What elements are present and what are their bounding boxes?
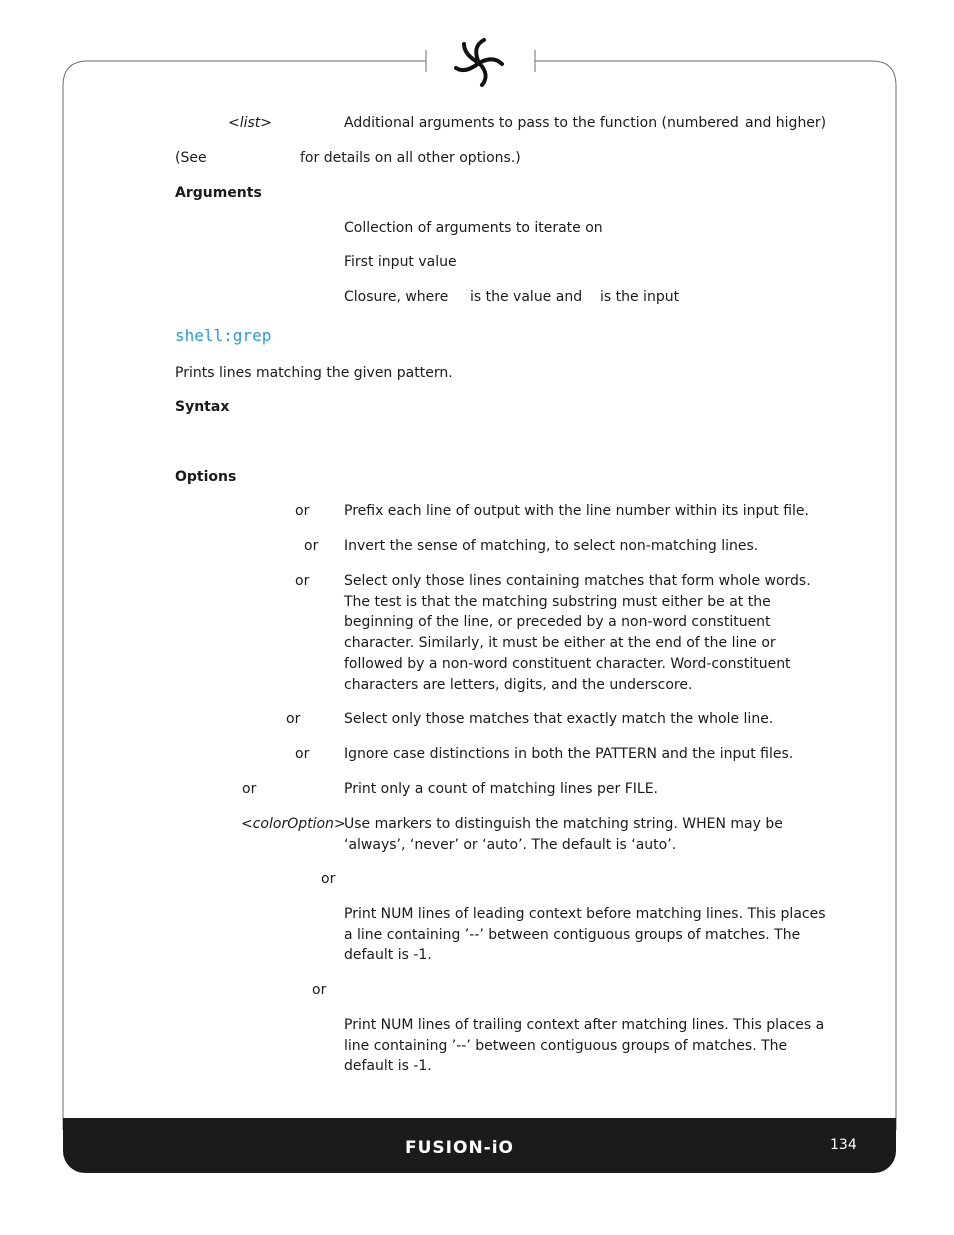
option-w-desc: Select only those lines containing matches that form whole words. The test is that the matching substring must either be at the beginning of the line, or preceded by a non-word constituent character. Similarly, it must be either at the end of the line or followed by a non-word constituent character. Word-constituent characters are letters, digits, and the underscore. (344, 573, 811, 693)
list-description-tail: and higher) (745, 115, 827, 131)
argument-item: First input value (344, 254, 457, 270)
grep-intro: Prints lines matching the given pattern. (175, 365, 453, 381)
syntax-heading: Syntax (175, 399, 230, 415)
or-label: or (321, 871, 336, 887)
section-title: shell:grep (175, 326, 272, 345)
or-label: or (295, 746, 310, 762)
page-number: 134 (830, 1137, 857, 1153)
option-A-desc: Print NUM lines of trailing context after matching lines. This places a line containing ’--’ between contiguous groups of matches. The default is -1. (344, 1017, 825, 1075)
color-option-param: <colorOption> (241, 816, 346, 832)
list-param: <list> (228, 115, 273, 131)
arguments-heading: Arguments (175, 185, 262, 201)
argument-item: Collection of arguments to iterate on (344, 220, 603, 236)
closure-text-a: Closure, where (344, 289, 449, 305)
option-i-desc: Ignore case distinctions in both the PATTERN and the input files. (344, 746, 794, 762)
list-description: Additional arguments to pass to the function (numbered (344, 115, 739, 131)
or-label: or (312, 982, 327, 998)
option-B-desc: Print NUM lines of leading context before matching lines. This places a line containing ’--’ between contiguous groups of matches. The default is -1. (344, 906, 826, 964)
or-label: or (295, 503, 310, 519)
or-label: or (286, 711, 301, 727)
or-label: or (295, 573, 310, 589)
option-v-desc: Invert the sense of matching, to select non-matching lines. (344, 538, 759, 554)
options-heading: Options (175, 469, 237, 485)
closure-text-b: is the value and (470, 289, 583, 305)
option-c-desc: Print only a count of matching lines per FILE. (344, 781, 659, 797)
option-n-desc: Prefix each line of output with the line number within its input file. (344, 503, 809, 519)
see-open: (See (175, 150, 207, 166)
or-label: or (304, 538, 319, 554)
option-x-desc: Select only those matches that exactly match the whole line. (344, 711, 774, 727)
star-flower-logo-icon (452, 38, 506, 88)
or-label: or (242, 781, 257, 797)
option-color-desc: Use markers to distinguish the matching string. WHEN may be ‘always’, ‘never’ or ‘auto’. The default is ‘auto’. (344, 816, 783, 853)
closure-text-c: is the input (600, 289, 680, 305)
footer-brand-logo: FUSION-iO (405, 1138, 514, 1158)
see-rest: for details on all other options.) (300, 150, 521, 166)
